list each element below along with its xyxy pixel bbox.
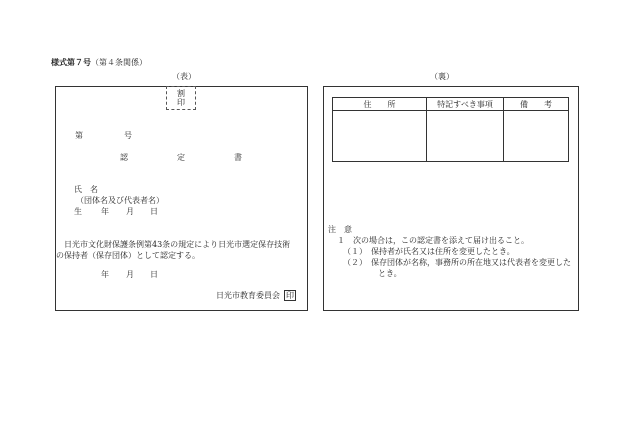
number-suffix: 号 <box>124 131 132 140</box>
cell-remarks <box>504 111 569 162</box>
issuer-stamp: 印 <box>286 291 294 300</box>
header-address: 住 所 <box>333 98 427 111</box>
issuer-name: 日光市教育委員会 <box>216 291 280 300</box>
cell-special-notes <box>427 111 504 162</box>
number-prefix: 第 <box>75 131 83 140</box>
birth-day-label: 日 <box>150 207 158 216</box>
title-char-2: 定 <box>177 153 185 162</box>
table-header-row <box>333 98 569 111</box>
birth-month-label: 月 <box>126 207 134 216</box>
title-char-1: 認 <box>120 153 128 162</box>
front-side-label: （表） <box>172 72 196 81</box>
seal-text-bottom: 印 <box>177 98 185 107</box>
table-row <box>333 111 569 162</box>
date-year-label: 年 <box>101 270 109 279</box>
back-table <box>332 97 569 162</box>
seal-text-top: 割 <box>177 89 185 98</box>
birth-label: 生 <box>74 207 82 216</box>
form-number: 様式第７号 <box>51 58 91 67</box>
group-label: （団体名及び代表者名） <box>76 196 164 205</box>
form-header <box>51 59 147 67</box>
title-char-3: 書 <box>234 153 242 162</box>
name-label: 氏 名 <box>74 185 98 194</box>
note-1: １ 次の場合は，この認定書を添えて届け出ること。 <box>337 236 529 245</box>
notes-title: 注 意 <box>328 225 352 234</box>
header-remarks: 備 考 <box>504 98 569 111</box>
header-special-notes: 特記すべき事項 <box>427 98 504 111</box>
birth-year-label: 年 <box>101 207 109 216</box>
date-day-label: 日 <box>150 270 158 279</box>
date-month-label: 月 <box>126 270 134 279</box>
form-relation: （第４条関係） <box>91 58 147 67</box>
note-1-1: （１） 保持者が氏名又は住所を変更したとき。 <box>343 247 515 256</box>
body-line-1: 日光市文化財保護条例第43条の規定により日光市選定保存技術 <box>64 240 291 249</box>
back-side-label: （裏） <box>430 72 454 81</box>
body-line-2: の保持者（保存団体）として認定する。 <box>56 251 200 260</box>
note-1-2-line-1: （２） 保存団体が名称，事務所の所在地又は代表者を変更した <box>343 258 571 267</box>
note-1-2-line-2: とき。 <box>378 269 402 278</box>
cell-address <box>333 111 427 162</box>
